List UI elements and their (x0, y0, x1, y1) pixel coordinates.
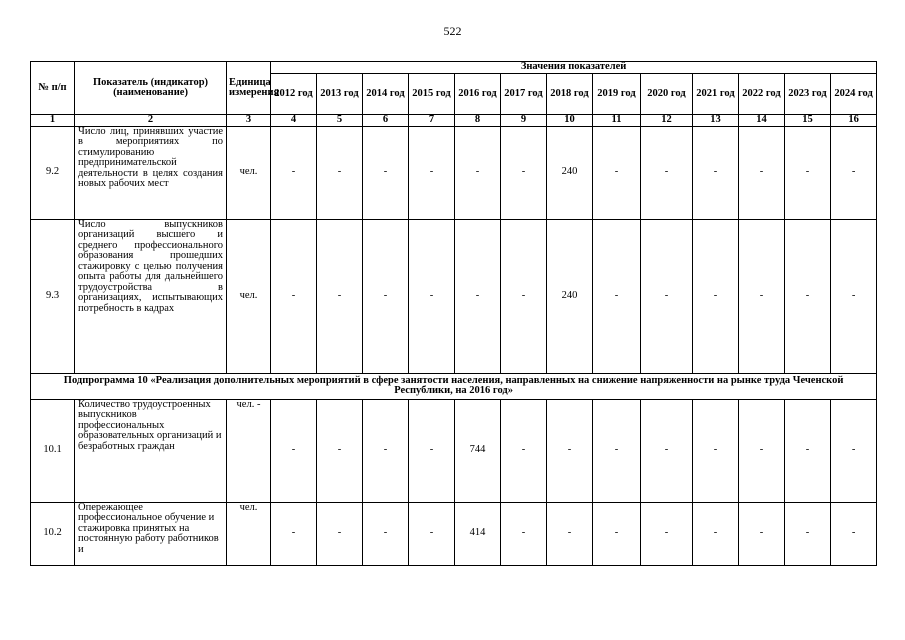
header-num: № п/п (31, 62, 75, 115)
value-cell: - (547, 502, 593, 565)
column-index: 4 (271, 115, 317, 127)
value-cell: - (317, 126, 363, 219)
header-year: 2018 год (547, 74, 593, 115)
header-year: 2022 год (739, 74, 785, 115)
column-index: 13 (693, 115, 739, 127)
value-cell: - (455, 219, 501, 373)
value-cell: - (785, 219, 831, 373)
value-cell: - (363, 219, 409, 373)
column-index: 9 (501, 115, 547, 127)
value-cell: - (409, 219, 455, 373)
value-cell: - (455, 126, 501, 219)
header-unit: Единица измерения (227, 62, 271, 115)
value-cell: - (641, 219, 693, 373)
value-cell: - (409, 399, 455, 502)
header-year: 2016 год (455, 74, 501, 115)
column-index: 3 (227, 115, 271, 127)
value-cell: - (831, 502, 877, 565)
value-cell: - (593, 399, 641, 502)
unit-cell: чел. (227, 502, 271, 565)
value-cell: - (593, 126, 641, 219)
value-cell: - (831, 219, 877, 373)
value-cell: - (547, 399, 593, 502)
header-indicator: Показатель (индикатор) (наименование) (75, 62, 227, 115)
value-cell: - (271, 126, 317, 219)
indicator-name: Количество трудоустроенных выпускников профессиональных образовательных организаций и безработных граждан (75, 399, 227, 502)
value-cell: - (501, 126, 547, 219)
value-cell: - (317, 502, 363, 565)
indicator-name: Число лиц, принявших участие в мероприятиях по стимулированию предпринимательской деятельности в целях создания новых рабочих мест (75, 126, 227, 219)
column-index: 1 (31, 115, 75, 127)
row-number: 10.1 (31, 399, 75, 502)
value-cell: - (641, 502, 693, 565)
subprogram-row (31, 373, 877, 399)
value-cell: - (739, 219, 785, 373)
unit-cell: чел. (227, 219, 271, 373)
row-number: 9.2 (31, 126, 75, 219)
value-cell: - (501, 399, 547, 502)
column-index: 14 (739, 115, 785, 127)
value-cell: - (409, 502, 455, 565)
value-cell: - (271, 399, 317, 502)
value-cell: - (739, 126, 785, 219)
value-cell: - (317, 219, 363, 373)
column-index: 12 (641, 115, 693, 127)
table-row (31, 126, 877, 219)
value-cell: 414 (455, 502, 501, 565)
value-cell: - (785, 399, 831, 502)
header-year: 2020 год (641, 74, 693, 115)
column-index: 6 (363, 115, 409, 127)
row-number: 9.3 (31, 219, 75, 373)
header-year: 2015 год (409, 74, 455, 115)
value-cell: - (363, 502, 409, 565)
value-cell: - (739, 502, 785, 565)
unit-cell: чел. (227, 126, 271, 219)
page-number: 522 (443, 24, 462, 38)
column-index-row (31, 115, 877, 127)
value-cell: - (409, 126, 455, 219)
subprogram-title: Подпрограмма 10 «Реализация дополнительных мероприятий в сфере занятости населения, направленных на снижение напряженности на рынке труда Чеченской Республики, на 2016 год» (31, 373, 877, 399)
value-cell: - (501, 502, 547, 565)
column-index: 15 (785, 115, 831, 127)
unit-cell: чел. - (227, 399, 271, 502)
column-index: 5 (317, 115, 363, 127)
header-values-group: Значения показателей (271, 62, 877, 74)
header-year: 2014 год (363, 74, 409, 115)
column-index: 7 (409, 115, 455, 127)
value-cell: - (785, 502, 831, 565)
value-cell: - (593, 502, 641, 565)
table-row (31, 219, 877, 373)
header-year: 2023 год (785, 74, 831, 115)
column-index: 8 (455, 115, 501, 127)
column-index: 11 (593, 115, 641, 127)
header-year: 2017 год (501, 74, 547, 115)
indicator-name: Опережающее профессиональное обучение и стажировка принятых на постоянную работу работников и (75, 502, 227, 565)
value-cell: - (739, 399, 785, 502)
column-index: 2 (75, 115, 227, 127)
value-cell: - (271, 502, 317, 565)
value-cell: 240 (547, 126, 593, 219)
indicators-table (30, 61, 877, 566)
value-cell: - (785, 126, 831, 219)
row-number: 10.2 (31, 502, 75, 565)
header-year: 2024 год (831, 74, 877, 115)
table-row (31, 502, 877, 565)
indicator-name: Число выпускников организаций высшего и среднего профессионального образования прошедших стажировку с целью получения опыта работы для дальнейшего трудоустройства в организациях, испытывающих потребность в кадрах (75, 219, 227, 373)
table-row (31, 399, 877, 502)
header-year: 2012 год (271, 74, 317, 115)
value-cell: - (693, 126, 739, 219)
value-cell: - (693, 219, 739, 373)
value-cell: - (693, 399, 739, 502)
value-cell: - (501, 219, 547, 373)
header-year: 2021 год (693, 74, 739, 115)
value-cell: - (271, 219, 317, 373)
column-index: 10 (547, 115, 593, 127)
value-cell: - (593, 219, 641, 373)
column-index: 16 (831, 115, 877, 127)
value-cell: - (363, 126, 409, 219)
header-year: 2019 год (593, 74, 641, 115)
value-cell: - (363, 399, 409, 502)
value-cell: - (641, 399, 693, 502)
value-cell: 240 (547, 219, 593, 373)
value-cell: - (831, 399, 877, 502)
value-cell: - (317, 399, 363, 502)
value-cell: - (641, 126, 693, 219)
value-cell: - (831, 126, 877, 219)
value-cell: - (693, 502, 739, 565)
header-year: 2013 год (317, 74, 363, 115)
value-cell: 744 (455, 399, 501, 502)
